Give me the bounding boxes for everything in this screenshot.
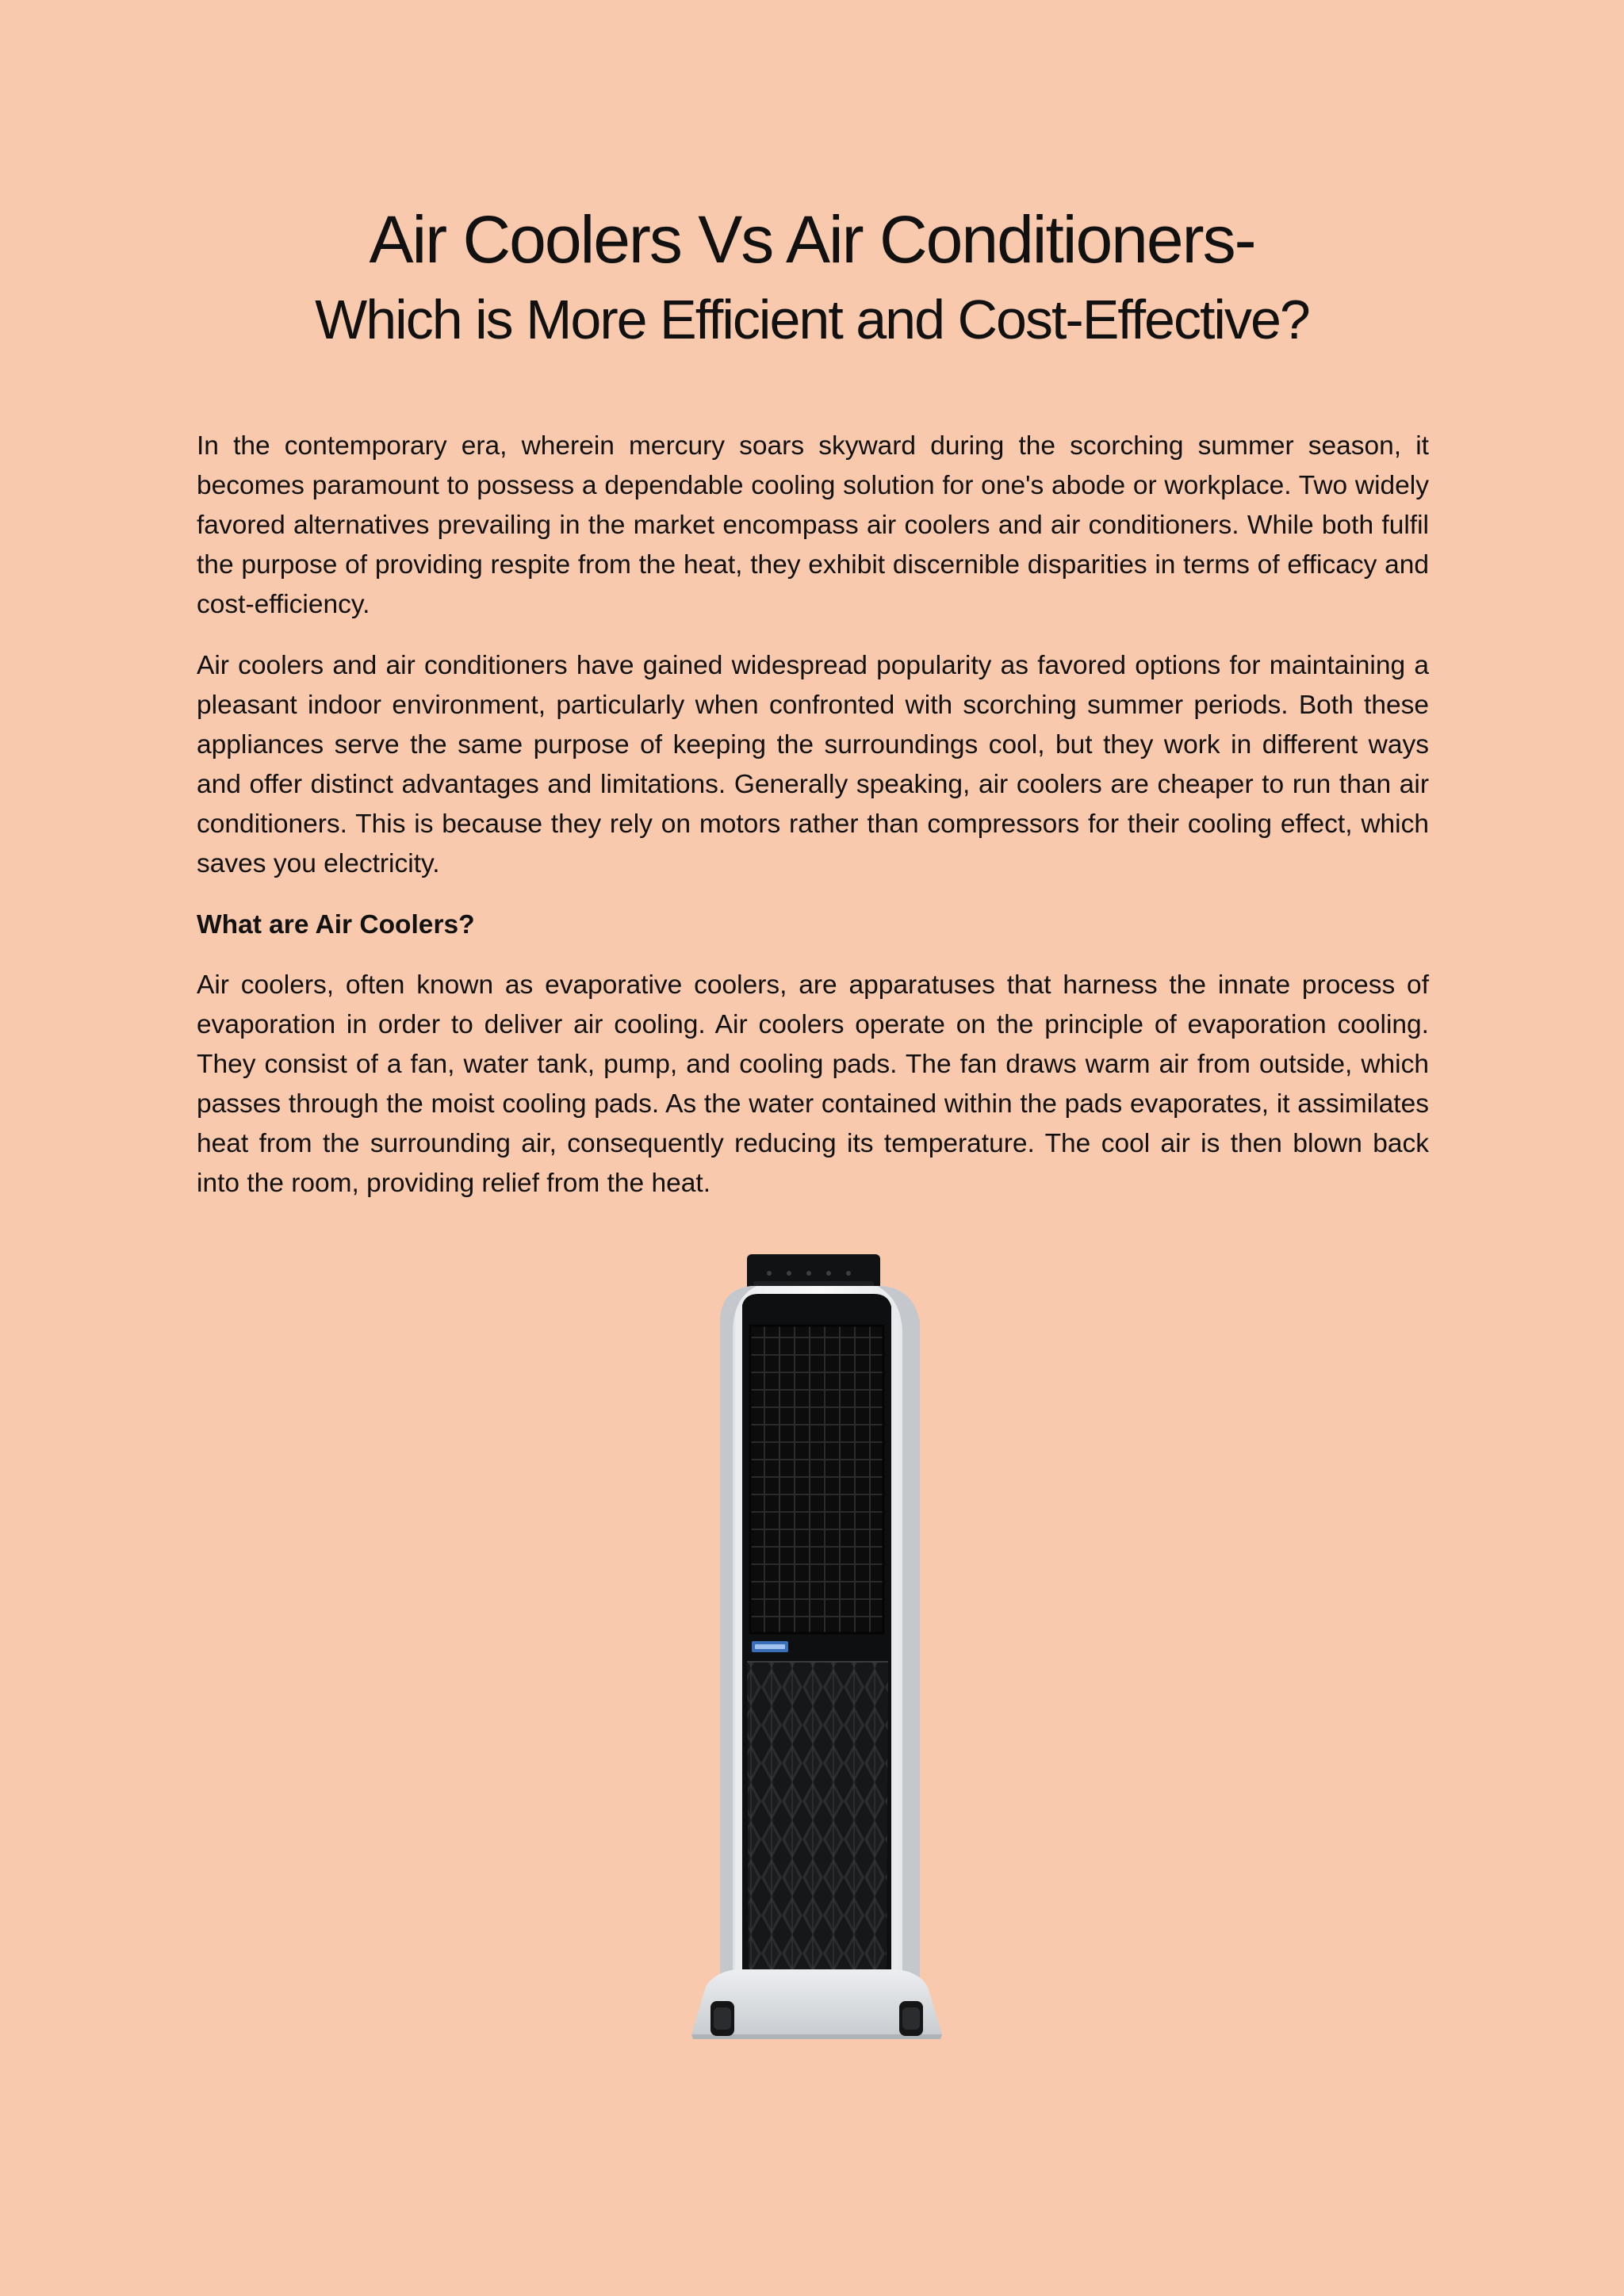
document-subtitle: Which is More Efficient and Cost-Effective? [315, 289, 1309, 350]
air-cooler-image [658, 1249, 975, 2042]
section-paragraph: Air coolers, often known as evaporative coolers, are apparatuses that harness the innate process of evaporation in order to deliver air cooling. Air coolers operate on the principle of evaporation cooling. They consist of a fan, water tank, pump, and cooling pads. The fan draws warm air from outside, which passes through the moist cooling pads. As the water contained within the pads evaporates, it assimilates heat from the surrounding air, consequently reducing its temperature. The cool air is then blown back into the room, providing relief from the heat. [197, 970, 1429, 1198]
section-heading: What are Air Coolers? [197, 910, 475, 939]
intro-paragraph: In the contemporary era, wherein mercury soars skyward during the scorching summer season, it becomes paramount to possess a dependable cooling solution for one's abode or workplace. Two widely favored alternatives prevailing in the market encompass air coolers and air conditioners. While both fulfil the purpose of providing respite from the heat, they exhibit discernible disparities in terms of efficacy and cost-efficiency. [197, 431, 1429, 619]
tower-air-cooler-icon [658, 1249, 975, 2042]
document-body [197, 427, 1429, 1225]
document-title: Air Coolers Vs Air Conditioners- [369, 202, 1255, 277]
body-paragraph: Air coolers and air conditioners have gained widespread popularity as favored options for maintaining a pleasant indoor environment, particularly when confronted with scorching summer periods. Both these appliances serve the same purpose of keeping the surroundings cool, but they work in different ways and offer distinct advantages and limitations. Generally speaking, air coolers are cheaper to run than air conditioners. This is because they rely on motors rather than compressors for their cooling effect, which saves you electricity. [197, 651, 1429, 878]
